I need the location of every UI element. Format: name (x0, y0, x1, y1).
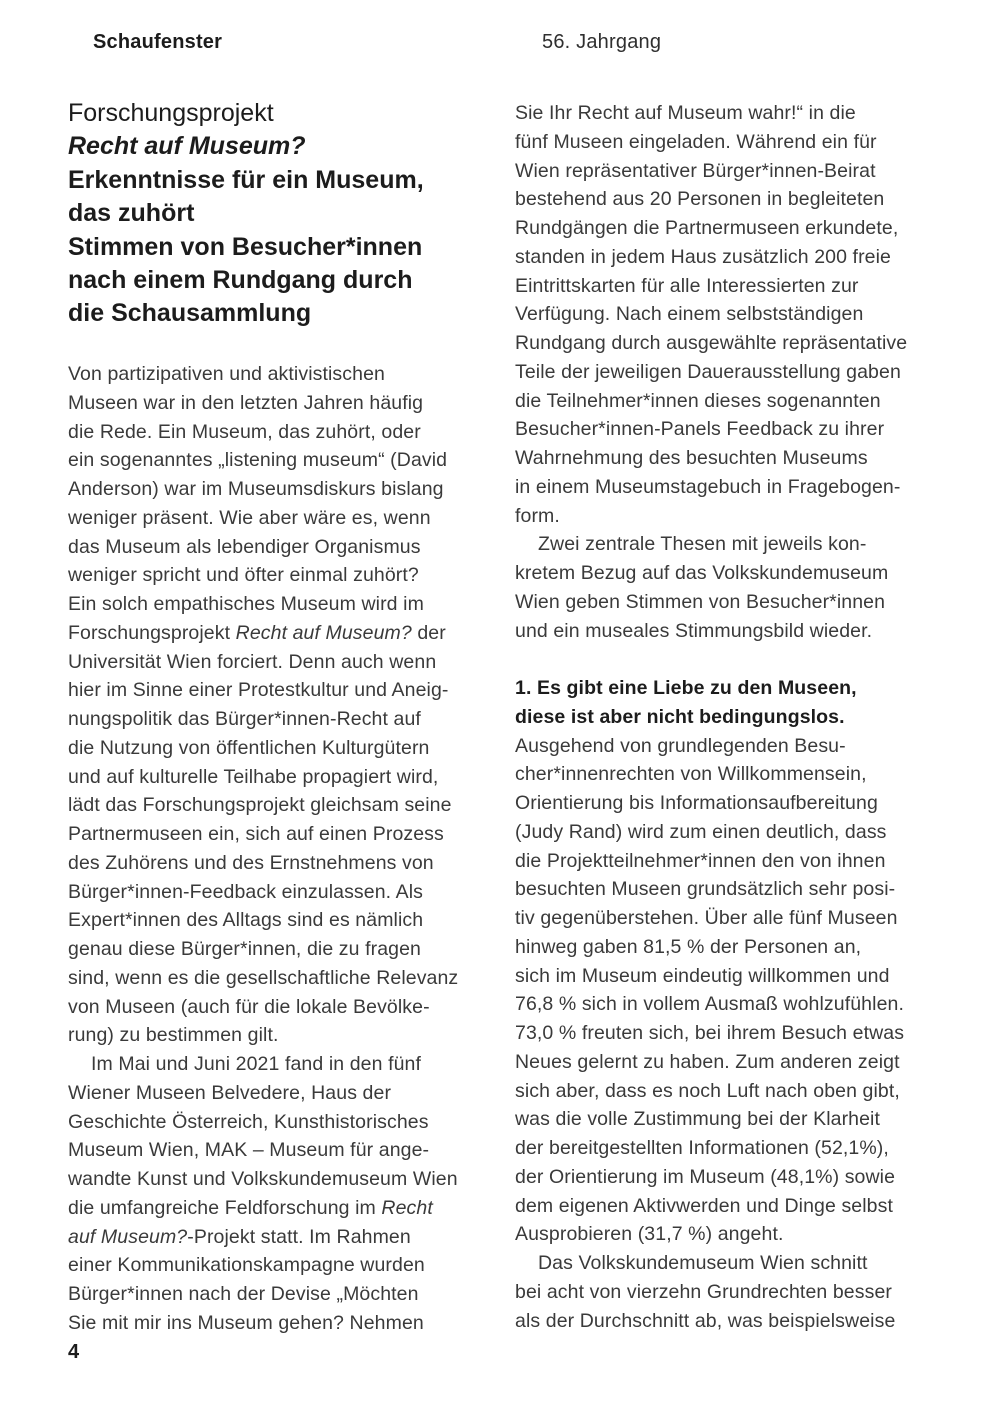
subheading-line: diese ist aber nicht bedingungslos. (515, 705, 845, 728)
text-line: Museum Wien, MAK – Museum für ange- (68, 1139, 430, 1162)
subheading-line: die Schausammlung (68, 299, 312, 328)
text-line: Das Volkskundemuseum Wien schnitt (538, 1252, 868, 1274)
left-column (68, 360, 488, 1338)
text-line: des Zuhörens und des Ernstnehmens von (68, 851, 434, 874)
text-line: Von partizipativen und aktivistischen (68, 363, 385, 385)
text-line: besuchten Museen grundsätzlich sehr posi- (515, 878, 896, 901)
text-line: auf Museum?-Projekt statt. Im Rahmen (68, 1225, 411, 1248)
text-line: die Teilnehmer*innen dieses sogenannten (515, 389, 881, 412)
subheading-line: Erkenntnisse für ein Museum, (68, 165, 424, 194)
text-line: weniger spricht und öfter einmal zuhört? (68, 564, 419, 587)
text-line: 73,0 % freuten sich, bei ihrem Besuch etwas (515, 1022, 905, 1044)
text-line: Neues gelernt zu haben. Zum anderen zeigt (515, 1050, 900, 1073)
text-line: Anderson) war im Museumsdiskurs bislang (68, 478, 444, 500)
text-line: lädt das Forschungsprojekt gleichsam seine (68, 794, 452, 817)
text-line: Sie Ihr Recht auf Museum wahr!“ in die (515, 102, 856, 124)
text-line: Bürger*innen nach der Devise „Möchten (68, 1283, 419, 1305)
text-line: Wien geben Stimmen von Besucher*innen (515, 590, 886, 613)
text-line: Ein solch empathisches Museum wird im (68, 593, 424, 615)
subheading-line: Recht auf Museum? (68, 132, 306, 161)
text-line: Zwei zentrale Thesen mit jeweils kon- (538, 533, 867, 556)
text-line: bestehend aus 20 Personen in begleiteten (515, 188, 885, 211)
subheading-line: 1. Es gibt eine Liebe zu den Museen, (515, 677, 857, 699)
text-line: fünf Museen eingeladen. Während ein für (515, 130, 877, 153)
text-line: cher*innenrechten von Willkommensein, (515, 763, 867, 786)
text-line: sich aber, dass es noch Luft nach oben gibt, (515, 1079, 900, 1102)
text-line: Universität Wien forciert. Denn auch wenn (68, 650, 437, 673)
text-line: das Museum als lebendiger Organismus (68, 535, 421, 558)
text-line: (Judy Rand) wird zum einen deutlich, dass (515, 820, 887, 843)
text-line: Rundgang durch ausgewählte repräsentative (515, 332, 908, 354)
text-line: Expert*innen des Alltags sind es nämlich (68, 909, 424, 932)
subheading-line: nach einem Rundgang durch (68, 266, 413, 295)
text-line: Wahrnehmung des besuchten Museums (515, 447, 868, 469)
text-line: Ausgehend von grundlegenden Besu- (515, 734, 846, 757)
text-line: die Projektteilnehmer*innen den von ihnen (515, 849, 886, 872)
text-line: Wien repräsentativer Bürger*innen-Beirat (515, 159, 876, 182)
text-line: weniger präsent. Wie aber wäre es, wenn (68, 506, 431, 529)
text-line: Rundgängen die Partnermuseen erkundete, (515, 217, 899, 239)
right-column (515, 99, 955, 1335)
text-line: von Museen (auch für die lokale Bevölke- (68, 995, 430, 1018)
text-line: rung) zu bestimmen gilt. (68, 1024, 279, 1047)
text-line: ein sogenanntes „listening museum“ (David (68, 449, 448, 472)
text-line: Besucher*innen-Panels Feedback zu ihrer (515, 418, 885, 441)
text-line: hinweg gaben 81,5 % der Personen an, (515, 935, 862, 958)
text-line: in einem Museumstagebuch in Fragebogen- (515, 475, 901, 498)
text-line: Wiener Museen Belvedere, Haus der (68, 1081, 392, 1104)
text-line: hier im Sinne einer Protestkultur und Aneig- (68, 679, 449, 702)
text-line: standen in jedem Haus zusätzlich 200 freie (515, 245, 891, 268)
subheading-line: das zuhört (68, 199, 195, 228)
text-line: wandte Kunst und Volkskundemuseum Wien (68, 1168, 458, 1190)
running-header-section: Schaufenster (93, 31, 223, 53)
text-line: Forschungsprojekt Recht auf Museum? der (68, 621, 446, 644)
text-line: Eintrittskarten für alle Interessierten zur (515, 274, 859, 297)
text-line: dem eigenen Aktivwerden und Dinge selbst (515, 1194, 893, 1217)
text-line: als der Durchschnitt ab, was beispielsweise (515, 1309, 896, 1332)
text-line: und auf kulturelle Teilhabe propagiert wird, (68, 765, 439, 788)
text-line: einer Kommunikationskampagne wurden (68, 1254, 425, 1277)
text-line: Verfügung. Nach einem selbstständigen (515, 303, 864, 326)
text-line: bei acht von vierzehn Grundrechten besser (515, 1280, 892, 1303)
page-number: 4 (68, 1341, 80, 1363)
text-line: die Nutzung von öffentlichen Kulturgütern (68, 736, 430, 759)
text-line (515, 645, 955, 674)
text-line: die Rede. Ein Museum, das zuhört, oder (68, 420, 421, 443)
text-line: sind, wenn es die gesellschaftliche Relevanz (68, 966, 459, 989)
text-line: Sie mit mir ins Museum gehen? Nehmen (68, 1311, 424, 1334)
text-line: 76,8 % sich in vollem Ausmaß wohlzufühlen. (515, 993, 904, 1016)
text-line: die umfangreiche Feldforschung im Recht (68, 1196, 433, 1219)
text-line: Im Mai und Juni 2021 fand in den fünf (91, 1053, 422, 1075)
text-line: und ein museales Stimmungsbild wieder. (515, 619, 873, 642)
text-line: was die volle Zustimmung bei der Klarheit (515, 1108, 881, 1131)
subheading-line: Stimmen von Besucher*innen (68, 232, 423, 261)
article-title (68, 97, 424, 331)
text-line: kretem Bezug auf das Volkskundemuseum (515, 562, 889, 584)
text-line: nungspolitik das Bürger*innen-Recht auf (68, 708, 421, 730)
text-line: tiv gegenüberstehen. Über alle fünf Museen (515, 907, 898, 929)
text-line: genau diese Bürger*innen, die zu fragen (68, 938, 421, 960)
text-line: Geschichte Österreich, Kunsthistorisches (68, 1110, 429, 1133)
text-line: Teile der jeweiligen Dauerausstellung gaben (515, 360, 901, 383)
text-line: Museen war in den letzten Jahren häufig (68, 391, 424, 414)
running-header-volume: 56. Jahrgang (542, 31, 662, 53)
text-line: Partnermuseen ein, sich auf einen Prozess (68, 823, 444, 845)
text-line: sich im Museum eindeutig willkommen und (515, 964, 890, 987)
text-line: der bereitgestellten Informationen (52,1%), (515, 1137, 889, 1159)
text-line: Ausprobieren (31,7 %) angeht. (515, 1223, 784, 1246)
text-line: Forschungsprojekt (68, 99, 274, 127)
text-line: der Orientierung im Museum (48,1%) sowie (515, 1165, 896, 1188)
text-line: Bürger*innen-Feedback einzulassen. Als (68, 880, 424, 903)
text-line: form. (515, 504, 560, 527)
text-line: Orientierung bis Informationsaufbereitung (515, 792, 878, 814)
